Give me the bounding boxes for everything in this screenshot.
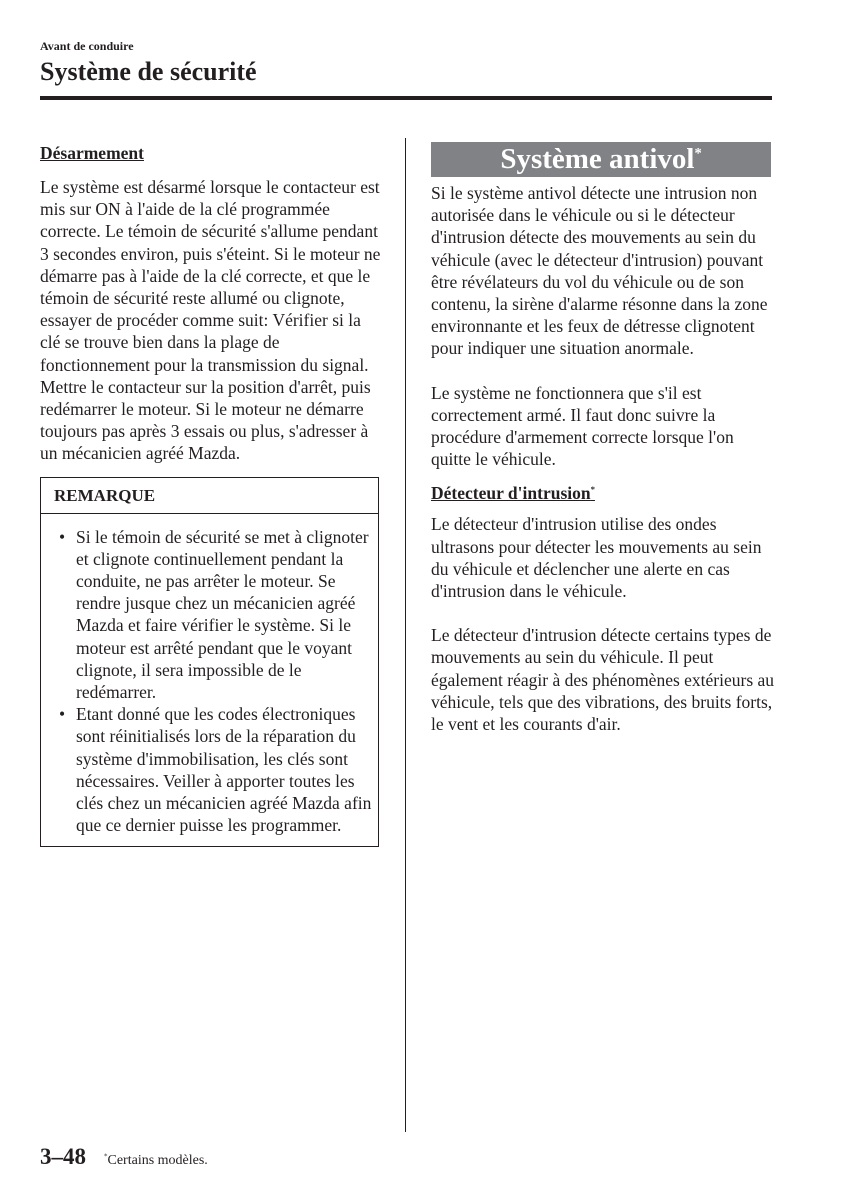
header-rule	[40, 96, 772, 100]
note-item	[59, 703, 374, 836]
bullet-icon: •	[59, 526, 66, 547]
note-item-text: Si le témoin de sécurité se met à clignoter et clignote continuellement pendant la conduite, ne pas arrêter le moteur. Se rendre jusque chez un mécanicien agréé Mazda et faire vérifier le système. Si le moteur est arrêté pendant que le voyant clignote, il sera impossible de le redémarrer.	[76, 526, 369, 703]
section-banner	[431, 142, 771, 177]
footer-asterisk: *	[104, 1152, 108, 1161]
right-column	[431, 142, 776, 735]
disarming-heading: Désarmement	[40, 143, 144, 163]
intrusion-sensor-heading-text: Détecteur d'intrusion	[431, 483, 591, 504]
antitheft-paragraph: Le système ne fonctionnera que s'il est correctement armé. Il faut donc suivre la procédure d'armement correcte lorsque l'on quitte le véhicule.	[431, 382, 734, 470]
footer-note-text: Certains modèles.	[107, 1153, 208, 1168]
section-banner-title: Système antivol	[500, 143, 695, 175]
note-box	[40, 477, 379, 848]
chapter-label: Avant de conduire	[40, 39, 134, 53]
page-number: 3–48	[40, 1144, 86, 1169]
intrusion-sensor-paragraph: Le détecteur d'intrusion détecte certains types de mouvements au sein du véhicule. Il peut également réagir à des phénomènes extérieurs au véhicule, tels que des vibrations, des bruits forts, le vent et les courants d'air.	[431, 625, 775, 735]
intrusion-sensor-heading	[431, 482, 776, 504]
left-column	[40, 142, 385, 847]
optional-equipment-asterisk: *	[694, 145, 702, 162]
note-item	[59, 526, 374, 704]
disarming-paragraph: Le système est désarmé lorsque le contacteur est mis sur ON à l'aide de la clé programmée correcte. Le témoin de sécurité s'allume pendant 3 secondes environ, puis s'éteint. Si le moteur ne démarre pas à l'aide de la clé correcte, et que le témoin de sécurité reste allumé ou clignote, essayer de procéder comme suit: Vérifier si la clé se trouve bien dans la plage de fonctionnement pour la transmission du signal. Mettre le contacteur sur la position d'arrêt, puis redémarrer le moteur. Si le moteur ne démarre toujours pas après 3 essais ou plus, s'adresser à un mécanicien agréé Mazda.	[40, 177, 381, 464]
page-title: Système de sécurité	[40, 57, 257, 86]
note-list	[41, 514, 378, 847]
optional-equipment-asterisk: *	[590, 484, 595, 495]
intrusion-sensor-paragraph: Le détecteur d'intrusion utilise des ondes ultrasons pour détecter les mouvements au sein du véhicule et déclencher une alerte en cas d'intrusion dans le véhicule.	[431, 514, 762, 602]
antitheft-paragraph: Si le système antivol détecte une intrusion non autorisée dans le véhicule ou si le détecteur d'intrusion détecte des mouvements au sein du véhicule (avec le détecteur d'intrusion) pouvant être révélateurs du vol du véhicule ou de son contenu, la sirène d'alarme résonne dans la zone environnante et les feux de détresse clignotent pour indiquer une situation anormale.	[431, 183, 768, 359]
column-divider	[405, 138, 406, 1132]
footer-note	[104, 1153, 208, 1169]
note-title: REMARQUE	[41, 478, 378, 514]
page-footer	[40, 1144, 540, 1170]
page-header	[40, 38, 772, 88]
note-item-text: Etant donné que les codes électroniques sont réinitialisés lors de la réparation du système d'immobilisation, les clés sont nécessaires. Veiller à apporter toutes les clés chez un mécanicien agréé Mazda afin que ce dernier puisse les programmer.	[76, 704, 372, 836]
bullet-icon: •	[59, 704, 66, 725]
